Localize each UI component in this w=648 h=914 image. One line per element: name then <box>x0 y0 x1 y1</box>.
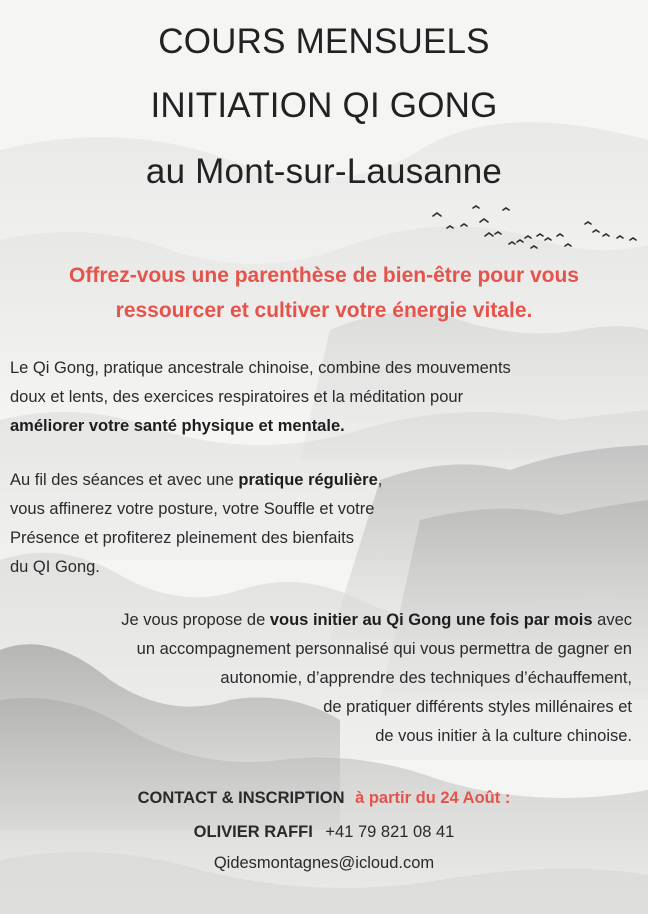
paragraph-practice-line-4: du QI Gong. <box>10 558 100 576</box>
paragraph-offer-line-2: un accompagnement personnalisé qui vous permettra de gagner en <box>136 640 632 658</box>
title-line-2: INITIATION QI GONG <box>150 86 498 125</box>
title-line-3: au Mont-sur-Lausanne <box>145 152 503 191</box>
flying-birds-icon <box>425 198 648 258</box>
tagline-line-1: Offrez-vous une parenthèse de bien-être pour vous <box>69 264 579 287</box>
paragraph-intro-bold: améliorer votre santé physique et mentale. <box>10 417 345 435</box>
contact-person <box>0 823 648 842</box>
paragraph-practice <box>10 466 510 582</box>
title-line-1: COURS MENSUELS <box>158 22 490 61</box>
tagline <box>0 258 648 328</box>
tagline-line-2: ressourcer et cultiver votre énergie vitale. <box>115 299 533 322</box>
contact-email[interactable]: Qidesmontagnes@icloud.com <box>213 854 435 872</box>
contact-name: OLIVIER RAFFI <box>193 823 313 841</box>
paragraph-offer-bold: vous initier au Qi Gong une fois par mois <box>269 611 593 629</box>
paragraph-intro-line-1: Le Qi Gong, pratique ancestrale chinoise, combine des mouvements <box>10 359 511 377</box>
paragraph-practice-line-1-post: , <box>377 471 383 489</box>
contact-heading <box>0 789 648 808</box>
contact-start-date: à partir du 24 Août : <box>355 789 511 807</box>
contact-label: CONTACT & INSCRIPTION <box>137 789 345 807</box>
contact-phone[interactable]: +41 79 821 08 41 <box>325 823 455 841</box>
paragraph-practice-line-1-pre: Au fil des séances et avec une <box>10 471 239 489</box>
paragraph-practice-line-3: Présence et profiterez pleinement des bienfaits <box>10 529 354 547</box>
paragraph-offer-line-4: de pratiquer différents styles millénaires et <box>323 698 632 716</box>
paragraph-intro <box>10 354 640 441</box>
paragraph-offer-line-5: de vous initier à la culture chinoise. <box>375 727 632 745</box>
paragraph-offer <box>2 606 632 751</box>
paragraph-offer-line-1-post: avec <box>592 611 632 629</box>
paragraph-practice-bold: pratique régulière <box>238 471 378 489</box>
paragraph-practice-line-2: vous affinerez votre posture, votre Souffle et votre <box>10 500 375 518</box>
paragraph-intro-line-2: doux et lents, des exercices respiratoires et la méditation pour <box>10 388 464 406</box>
paragraph-offer-line-1-pre: Je vous propose de <box>121 611 270 629</box>
paragraph-offer-line-3: autonomie, d’apprendre des techniques d’échauffement, <box>220 669 632 687</box>
